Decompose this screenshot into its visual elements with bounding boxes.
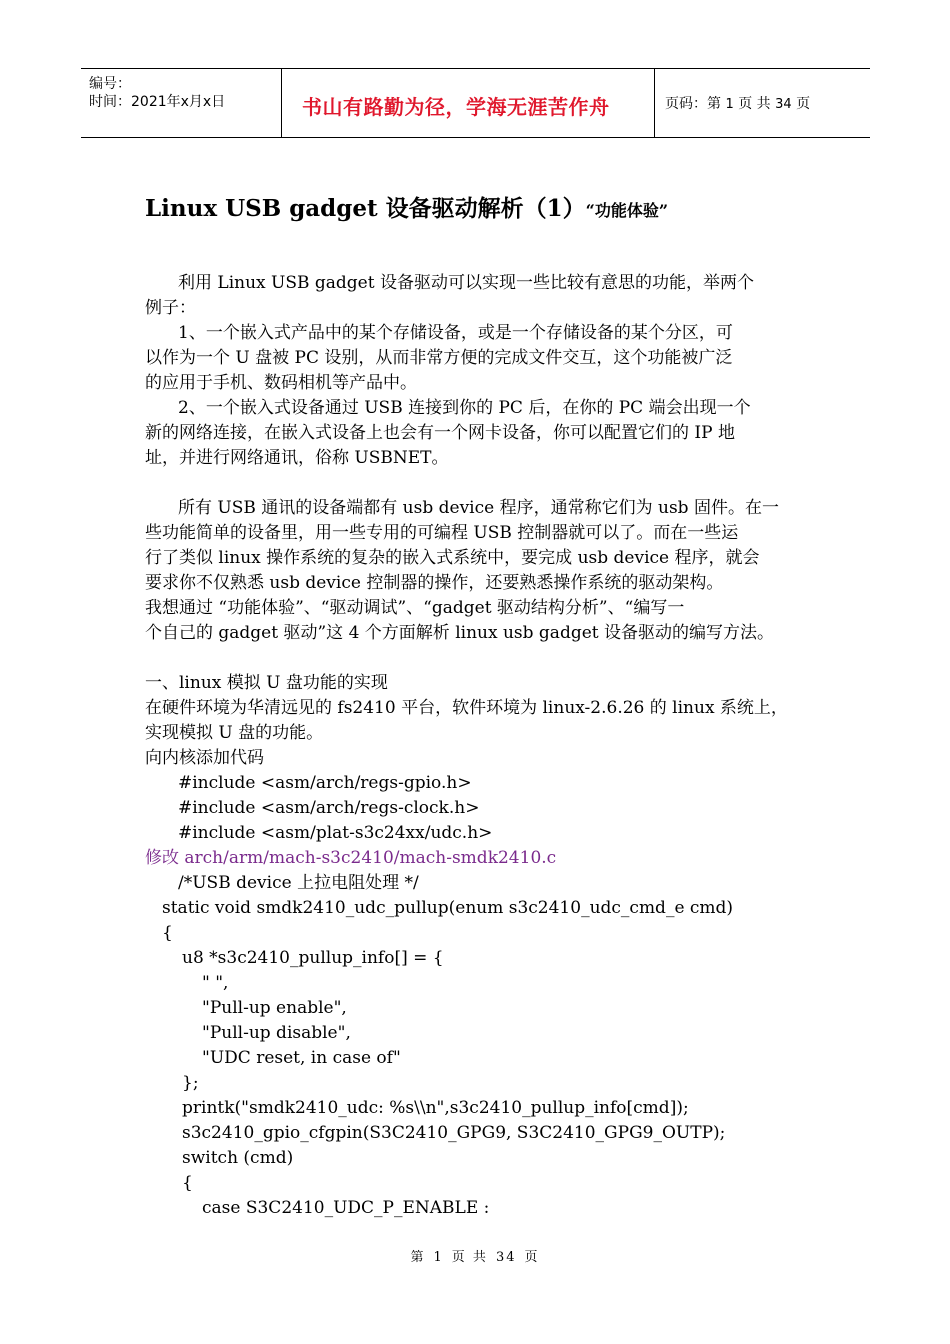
header-motto-cell	[282, 69, 655, 137]
footer-middle: 页 共	[451, 1250, 488, 1265]
pager-total: 34	[775, 97, 792, 112]
header-pager-cell	[655, 69, 870, 137]
footer-total: 34	[495, 1250, 517, 1265]
code-line: #include <asm/plat-s3c24xx/udc.h>	[178, 823, 493, 843]
code-line: u8 *s3c2410_pullup_info[] = {	[182, 948, 444, 968]
body-line: 个自己的 gadget 驱动”这 4 个方面解析 linux usb gadget 设备驱动的编写方法。	[145, 623, 774, 643]
body-line: 址，并进行网络通讯，俗称 USBNET。	[145, 448, 449, 468]
pager-suffix: 页	[796, 96, 811, 112]
page-footer	[0, 1246, 950, 1265]
body-line: 要求你不仅熟悉 usb device 控制器的操作，还要熟悉操作系统的驱动架构。	[145, 573, 724, 593]
title-sub: “功能体验”	[585, 201, 669, 220]
body-line: 例子：	[145, 298, 196, 318]
code-line: static void smdk2410_udc_pullup(enum s3c2410_udc_cmd_e cmd)	[162, 898, 734, 918]
code-line: "Pull-up enable",	[202, 998, 347, 1018]
body-line: 新的网络连接，在嵌入式设备上也会有一个网卡设备，你可以配置它们的 IP 地	[145, 423, 735, 443]
code-line: printk("smdk2410_udc: %s\\n",s3c2410_pullup_info[cmd]);	[182, 1098, 689, 1118]
body-line: 在硬件环境为华清远见的 fs2410 平台，软件环境为 linux-2.6.26 的 linux 系统上，	[145, 698, 788, 718]
id-label: 编号：	[89, 76, 131, 92]
code-line: {	[182, 1173, 193, 1193]
body-line: 我想通过 “功能体验”、“驱动调试”、“gadget 驱动结构分析”、“编写一	[145, 598, 685, 618]
header-meta-cell	[81, 69, 282, 137]
document-title	[145, 190, 668, 223]
footer-prefix: 第	[410, 1250, 426, 1265]
document-header	[81, 68, 870, 138]
body-line: 行了类似 linux 操作系统的复杂的嵌入式系统中，要完成 usb device 程序，就会	[145, 548, 760, 568]
body-line: 实现模拟 U 盘的功能。	[145, 723, 324, 743]
body-line: 1、一个嵌入式产品中的某个存储设备，或是一个存储设备的某个分区，可	[178, 323, 733, 343]
section-heading: 一、linux 模拟 U 盘功能的实现	[145, 673, 388, 693]
code-line: "Pull-up disable",	[202, 1023, 351, 1043]
footer-current: 1	[433, 1250, 444, 1265]
pager-current: 1	[725, 97, 734, 112]
footer-suffix: 页	[524, 1250, 540, 1265]
title-main: Linux USB gadget 设备驱动解析（1）	[145, 195, 586, 222]
code-line: #include <asm/arch/regs-clock.h>	[178, 798, 480, 818]
code-line: case S3C2410_UDC_P_ENABLE :	[202, 1198, 490, 1218]
code-line: s3c2410_gpio_cfgpin(S3C2410_GPG9, S3C2410_GPG9_OUTP);	[182, 1123, 726, 1143]
body-line: 的应用于手机、数码相机等产品中。	[145, 373, 417, 393]
code-line: /*USB device 上拉电阻处理 */	[178, 873, 419, 893]
file-path-line: 修改 arch/arm/mach-s3c2410/mach-smdk2410.c	[145, 848, 557, 868]
code-line: "UDC reset, in case of"	[202, 1048, 401, 1068]
code-line: };	[182, 1073, 199, 1093]
code-line: switch (cmd)	[182, 1148, 294, 1168]
body-line: 以作为一个 U 盘被 PC 设别，从而非常方便的完成文件交互，这个功能被广泛	[145, 348, 733, 368]
code-line: #include <asm/arch/regs-gpio.h>	[178, 773, 472, 793]
pager-prefix: 页码：第	[665, 96, 721, 112]
body-line: 所有 USB 通讯的设备端都有 usb device 程序，通常称它们为 usb 固件。在一	[178, 498, 779, 518]
motto: 书山有路勤为径，学海无涯苦作舟	[302, 95, 610, 119]
body-line: 利用 Linux USB gadget 设备驱动可以实现一些比较有意思的功能，举两个	[178, 273, 754, 293]
time-label: 时间：2021年x月x日	[89, 94, 226, 110]
body-line: 2、一个嵌入式设备通过 USB 连接到你的 PC 后，在你的 PC 端会出现一个	[178, 398, 751, 418]
code-line: " ",	[202, 973, 229, 993]
code-line: {	[162, 923, 173, 943]
body-line: 些功能简单的设备里，用一些专用的可编程 USB 控制器就可以了。而在一些运	[145, 523, 739, 543]
header-pager	[665, 93, 810, 113]
pager-middle: 页 共	[738, 96, 771, 112]
body-line: 向内核添加代码	[145, 748, 264, 768]
